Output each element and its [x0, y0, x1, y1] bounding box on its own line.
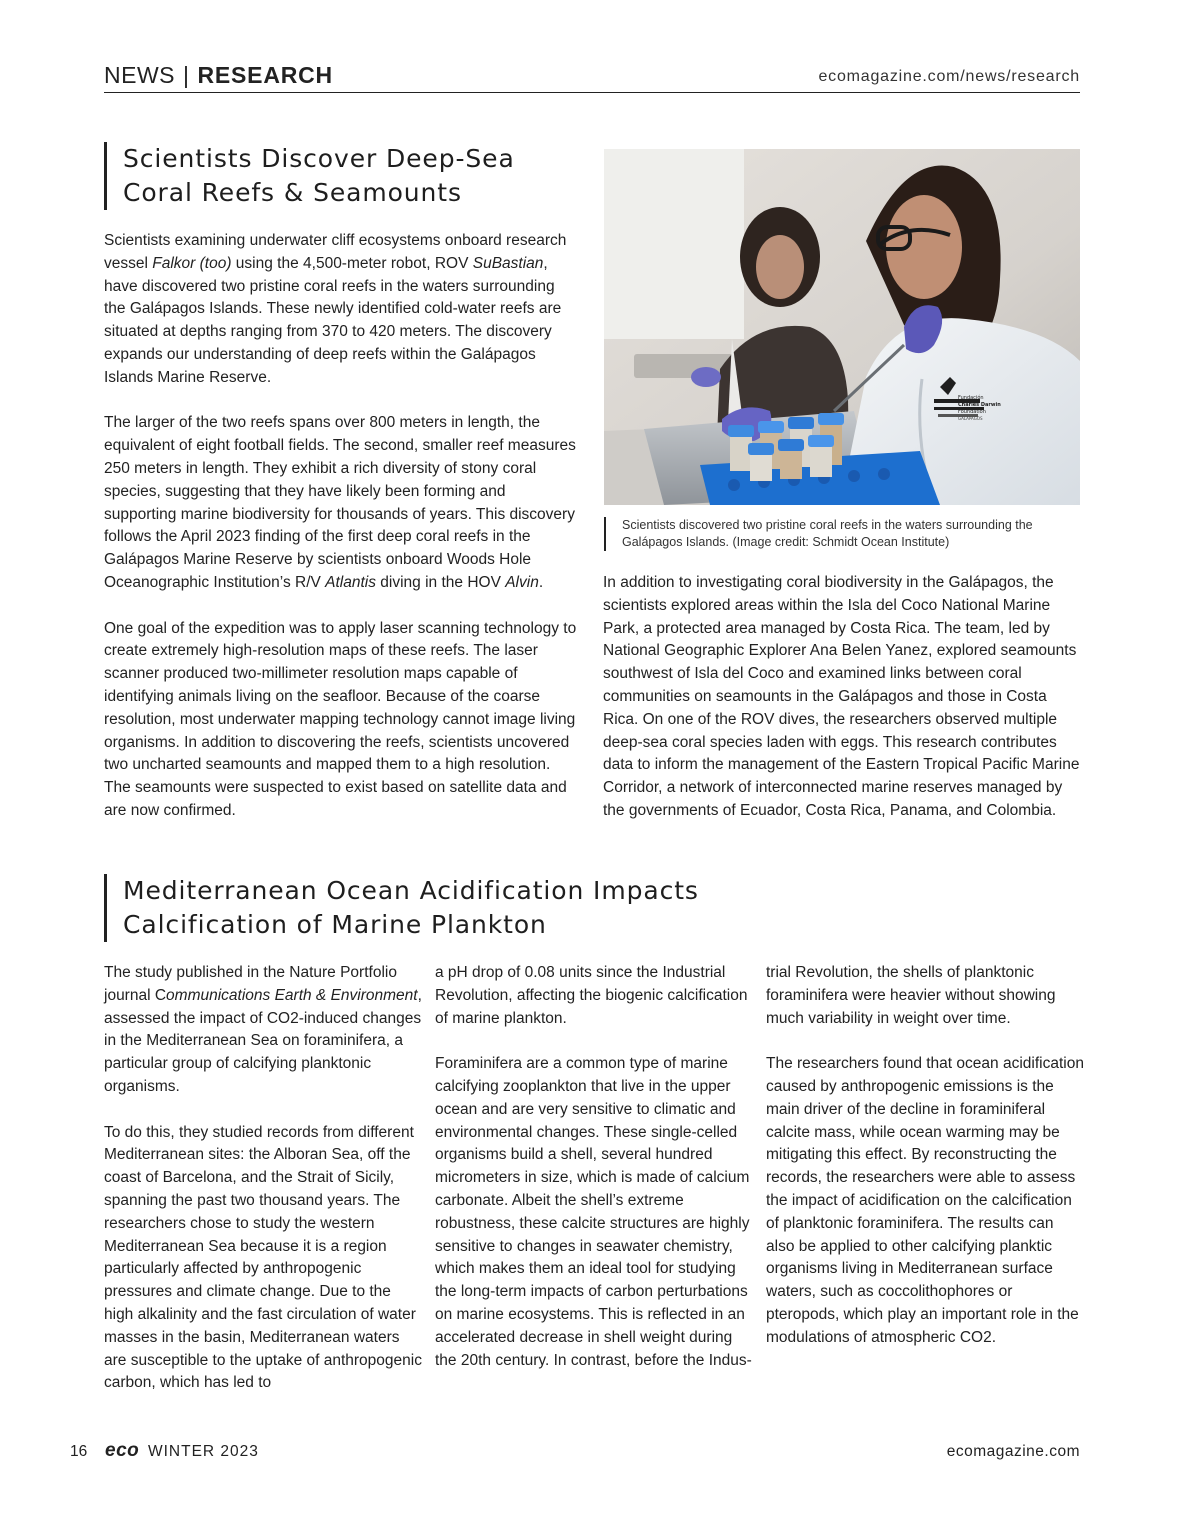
vessel-name: Falkor (too) — [152, 254, 232, 272]
photo-caption: Scientists discovered two pristine coral reefs in the waters surrounding the Galápagos Islands. (Image credit: Schmidt Ocean Institute) — [604, 517, 1090, 551]
coat-logo-text: Fundación — [958, 395, 984, 401]
article2-headline-line1: Mediterranean Ocean Acidification Impacts — [123, 876, 699, 905]
article2-col2-paragraph-2: Foraminifera are a common type of marine calcifying zooplankton that live in the upper ocean and are very sensitive to climatic and environmental changes. These single-celled organisms build a shell, several hundred micrometers in size, which is made of calcium carbonate. Albeit the shell’s extreme robustness, these calcite structures are highly sensitive to changes in seawater chemistry, which makes them an ideal tool for studying the long-term impacts of carbon perturbations on marine ecosystems. This is reflected in an accelerated decrease in shell weight during the 20th century. In contrast, before the Indus- — [435, 1055, 752, 1369]
lab-scientists-photo — [604, 149, 1080, 505]
article1-left-column — [104, 230, 580, 823]
page-number: 16 — [70, 1443, 88, 1460]
article1-paragraph-2: The larger of the two reefs spans over 800 meters in length, the equivalent of eight football fields. The second, smaller reef measures 250 meters in length. They exhibit a rich diversity of stony coral species, suggesting that they have likely been forming and supporting marine biodiversity for thousands of years. This discovery follows the April 2023 finding of the first deep coral reefs in the Galápagos Marine Reserve by scientists onboard Woods Hole Oceanographic Institution’s R/V Atlantis diving in the HOV Alvin. — [104, 414, 576, 591]
section-name: NEWS — [104, 62, 175, 88]
article2-headline — [104, 874, 823, 942]
article2-column-1 — [104, 962, 422, 1395]
section-label — [104, 62, 333, 89]
article1-paragraph-3: One goal of the expedition was to apply laser scanning technology to create extremely high-resolution maps of these reefs. The laser scanner produced two-millimeter resolution maps capable of identifying animals living on the seafloor. Because of the coarse resolution, most underwater mapping technology cannot image living organisms. In addition to discovering the reefs, scientists uncovered two uncharted seamounts and mapped them to a high resolution. The seamounts were suspected to exist based on satellite data and are now confirmed. — [104, 619, 577, 819]
article1-headline — [104, 142, 593, 210]
article2-column-3 — [766, 962, 1084, 1350]
coat-logo-text-4: GALAPAGOS — [958, 416, 983, 421]
article1-right-column — [603, 572, 1081, 823]
article2-col2-paragraph-1: a pH drop of 0.08 units since the Industrial Revolution, affecting the biogenic calcification of marine plankton. — [435, 964, 748, 1027]
rov-name: SuBastian — [472, 254, 544, 272]
article1-headline-line1: Scientists Discover Deep-Sea — [123, 144, 515, 173]
hov-name: Alvin — [505, 573, 539, 591]
ship-name: Atlantis — [325, 573, 376, 591]
issue-label: WINTER 2023 — [148, 1443, 259, 1460]
subsection-name: RESEARCH — [197, 62, 333, 88]
article2-column-2 — [435, 962, 753, 1372]
footer-url[interactable]: ecomagazine.com — [946, 1443, 1080, 1460]
header-url[interactable]: ecomagazine.com/news/research — [818, 68, 1080, 85]
section-separator: | — [183, 62, 190, 88]
article2-col3-paragraph-2: The researchers found that ocean acidification caused by anthropogenic emissions is the main driver of the decline in foraminiferal calcite mass, while ocean warming may be mitigating this effect. By reconstructing the records, the researchers were able to assess the impact of acidification on the calcification of planktonic foraminifera. The results can also be applied to other calcifying planktic organisms living in Mediterranean surface waters, such as coccolithophores or pteropods, which play an important role in the modulations of atmospheric CO2. — [766, 1055, 1084, 1346]
article1-paragraph-1: Scientists examining underwater cliff ecosystems onboard research vessel Falkor (too) using the 4,500-meter robot, ROV SuBastian, have discovered two pristine coral reefs in the waters surrounding the Galápagos Islands. These newly identified cold-water reefs are situated at depths ranging from 370 to 420 meters. The discovery expands our understanding of deep reefs within the Galápagos Islands Marine Reserve. — [104, 232, 567, 386]
article2-col3-paragraph-1: trial Revolution, the shells of planktonic foraminifera were heavier without showing much variability in weight over time. — [766, 964, 1056, 1027]
article2-col1-paragraph-1: The study published in the Nature Portfolio journal Communications Earth & Environment, assessed the impact of CO2-induced changes in the Mediterranean Sea on foraminifera, a particular group of calcifying planktonic organisms. — [104, 964, 422, 1095]
coat-logo-text-2: Charles Darwin — [958, 402, 1001, 408]
article2-headline-line2: Calcification of Marine Plankton — [123, 910, 547, 939]
magazine-logo: eco — [105, 1440, 140, 1461]
article1-headline-line2: Coral Reefs & Seamounts — [123, 178, 462, 207]
article2-col1-paragraph-2: To do this, they studied records from different Mediterranean sites: the Alboran Sea, off the coast of Barcelona, and the Strait of Sicily, spanning the past two thousand years. The researchers chose to study the western Mediterranean Sea because it is a region particularly affected by anthropogenic pressures and climate change. Due to the high alkalinity and the fast circulation of water masses in the basin, Mediterranean waters are susceptible to the uptake of anthropogenic carbon, which has led to — [104, 1123, 422, 1392]
page-footer — [70, 1440, 1080, 1463]
journal-name: ommunications Earth & Environment — [166, 986, 418, 1004]
article1-paragraph-4: In addition to investigating coral biodiversity in the Galápagos, the scientists explored areas within the Isla del Coco National Marine Park, a protected area managed by Costa Rica. The team, led by National Geographic Explorer Ana Belen Yanez, explored seamounts southwest of Isla del Coco and examined links between coral communities on seamounts in the Galápagos and those in Costa Rica. On one of the ROV dives, the researchers observed multiple deep-sea coral species laden with eggs. This research contributes data to inform the management of the Eastern Tropical Pacific Marine Corridor, a network of interconnected marine reserves managed by the governments of Ecuador, Costa Rica, Panama, and Colombia. — [603, 574, 1080, 819]
coat-logo-text-3: Foundation — [958, 409, 986, 415]
page-header — [104, 60, 1080, 93]
